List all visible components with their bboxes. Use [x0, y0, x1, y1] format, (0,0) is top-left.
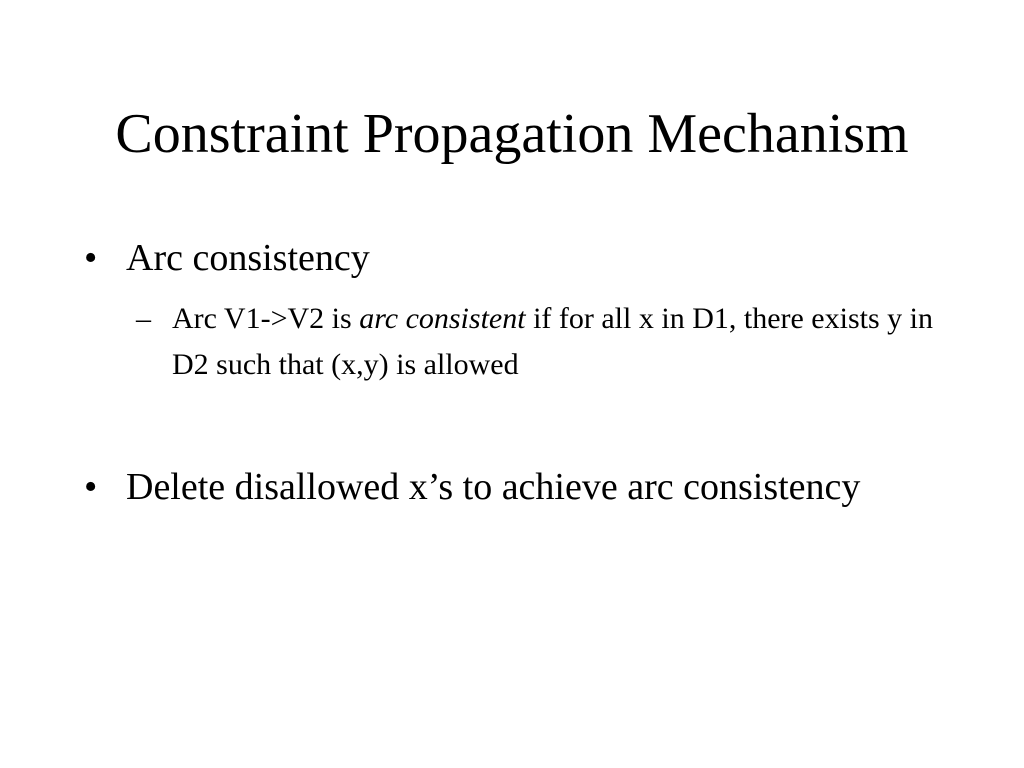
- bullet-item-delete-disallowed: [84, 460, 944, 514]
- bullet-text: Arc consistency: [126, 237, 370, 279]
- sub-bullet-emphasis: arc consistent: [359, 302, 526, 335]
- bullet-item-arc-consistency: [84, 231, 944, 285]
- sub-bullet-marker: –: [136, 302, 151, 335]
- sub-bullet-suffix: if for all x in D1, there exists y in D2 such that (x,y) is allowed: [172, 302, 933, 381]
- slide-title: Constraint Propagation Mechanism: [115, 103, 909, 165]
- bullet-marker: •: [84, 237, 98, 279]
- bullet-marker: •: [84, 466, 98, 508]
- sub-bullet-definition: [136, 296, 956, 388]
- bullet-text: Delete disallowed x’s to achieve arc consistency: [126, 466, 861, 508]
- sub-bullet-text: [172, 296, 956, 388]
- sub-bullet-prefix: Arc V1->V2 is: [172, 302, 360, 335]
